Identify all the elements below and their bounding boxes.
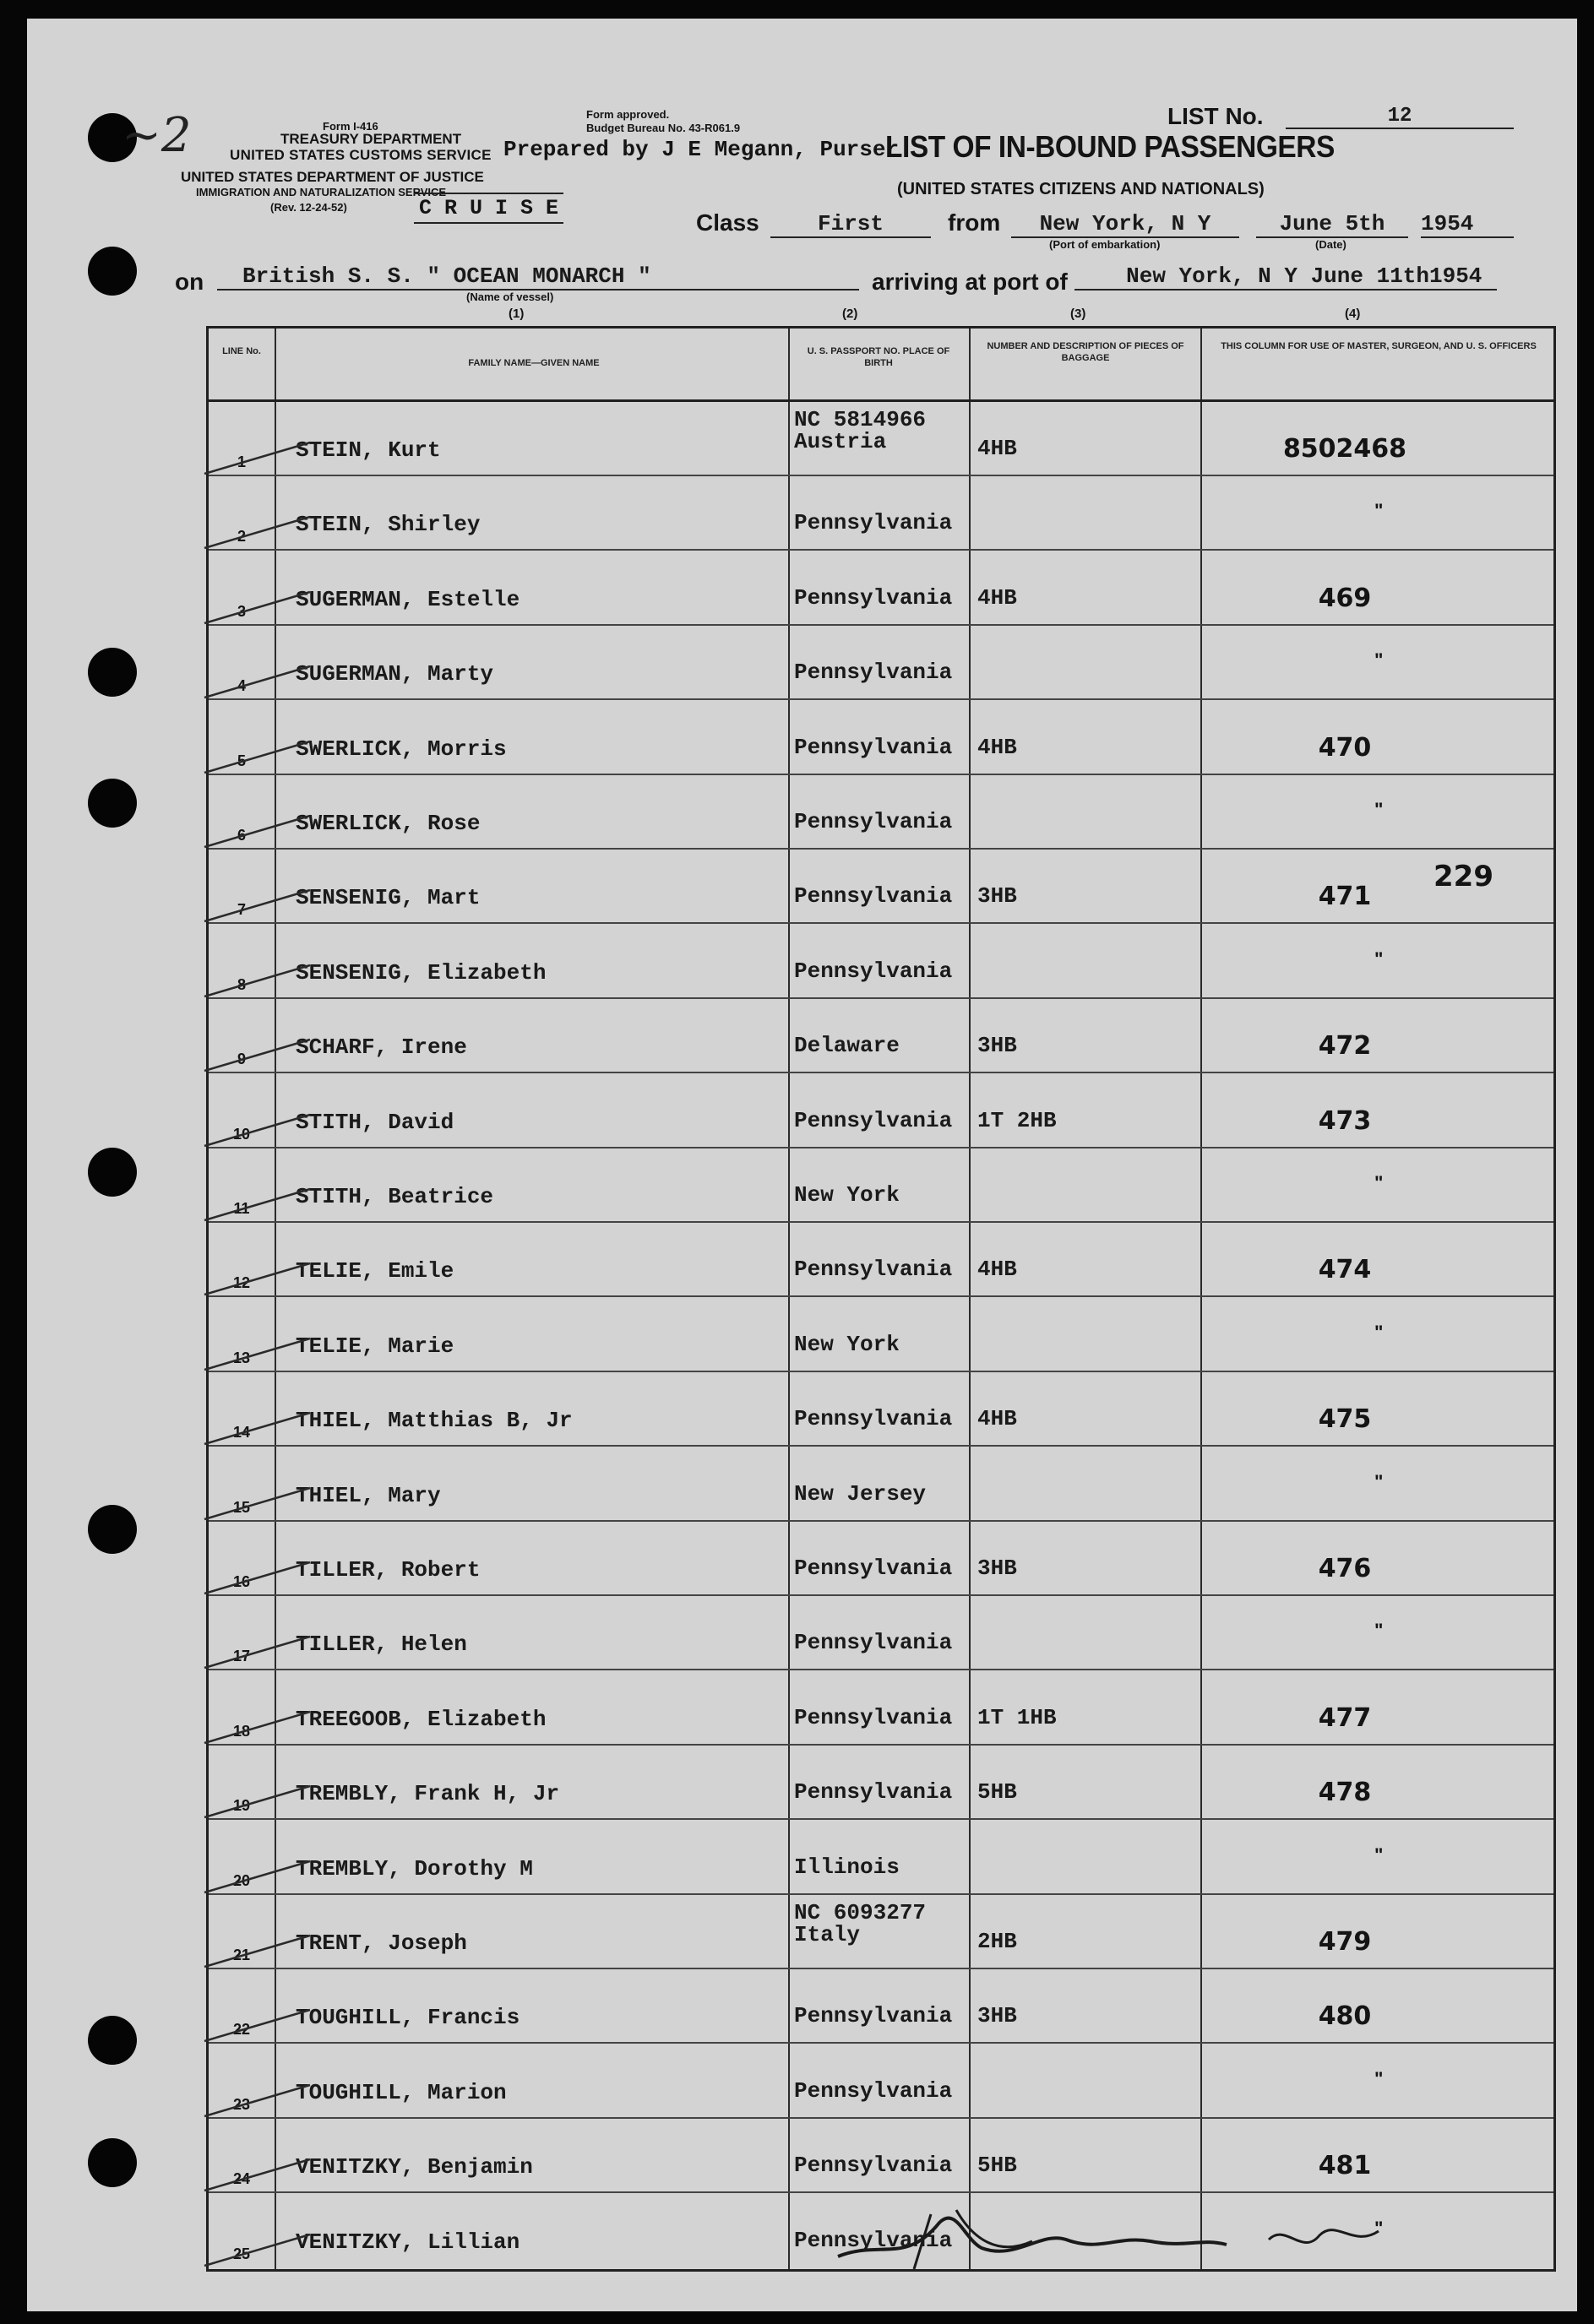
customs-service: UNITED STATES CUSTOMS SERVICE <box>230 147 492 163</box>
passenger-name: STEIN, Shirley <box>296 512 481 538</box>
arrival-port-date: New York, N Y June 11th <box>1074 263 1429 290</box>
passenger-name: STEIN, Kurt <box>296 437 441 463</box>
table-row <box>209 1596 1553 1670</box>
ditto-mark: " <box>1374 2217 1384 2239</box>
officer-entry: 478 <box>1318 1778 1372 1808</box>
ditto-mark: " <box>1374 948 1384 969</box>
ditto-mark: " <box>1374 1843 1384 1865</box>
baggage-description: 2HB <box>977 1929 1017 1954</box>
baggage-description: 4HB <box>977 734 1017 760</box>
on-label: on <box>175 269 204 295</box>
place-of-birth: Pennsylvania <box>794 1556 953 1581</box>
date-caption: (Date) <box>1315 238 1346 251</box>
passenger-name: TELIE, Marie <box>296 1333 454 1359</box>
place-of-birth: Pennsylvania <box>794 1107 953 1133</box>
place-of-birth: Pennsylvania <box>794 2003 953 2029</box>
table-row <box>209 2044 1553 2119</box>
officer-entry: 472 <box>1318 1031 1372 1062</box>
officer-entry: 479 <box>1318 1927 1372 1957</box>
line-number: 15 <box>232 1498 251 1516</box>
passenger-name: SCHARF, Irene <box>296 1034 467 1061</box>
arrival-year: 1954 <box>1429 263 1497 290</box>
passenger-table <box>206 326 1556 2272</box>
baggage-description: 4HB <box>977 1406 1017 1432</box>
officer-entry: 471 <box>1318 882 1372 912</box>
handwritten-mark: ~2 <box>122 108 192 163</box>
baggage-description: 1T 2HB <box>977 1107 1057 1133</box>
place-of-birth: Pennsylvania <box>794 809 953 834</box>
place-of-birth: Pennsylvania <box>794 1630 953 1656</box>
column-number: (1) <box>509 307 525 321</box>
passenger-name: VENITZKY, Lillian <box>296 2229 520 2255</box>
line-number: 7 <box>237 901 246 919</box>
place-of-birth: Italy <box>794 1922 861 1947</box>
table-row <box>209 1522 1553 1596</box>
place-of-birth: Austria <box>794 429 887 454</box>
place-of-birth: Pennsylvania <box>794 1406 953 1432</box>
table-row <box>209 1298 1553 1372</box>
baggage-description: 4HB <box>977 436 1017 461</box>
ditto-mark: " <box>1374 1321 1384 1343</box>
baggage-description: 3HB <box>977 2003 1017 2029</box>
table-row <box>209 925 1553 999</box>
officer-entry: 476 <box>1318 1554 1372 1583</box>
table-row <box>209 551 1553 626</box>
place-of-birth: New Jersey <box>794 1480 927 1507</box>
place-of-birth: Pennsylvania <box>794 1779 953 1805</box>
header-passport: U. S. PASSPORT NO. PLACE OF BIRTH <box>807 346 950 368</box>
header-baggage: NUMBER AND DESCRIPTION OF PIECES OF BAGGAGE <box>987 341 1184 363</box>
table-row <box>209 1447 1553 1522</box>
passenger-name: SUGERMAN, Marty <box>296 661 494 687</box>
passenger-name: SENSENIG, Mart <box>296 885 481 911</box>
place-of-birth: Pennsylvania <box>794 1704 953 1730</box>
table-row <box>209 1372 1553 1447</box>
budget-bureau: Budget Bureau No. 43-R061.9 <box>586 122 741 134</box>
document-title: LIST OF IN-BOUND PASSENGERS <box>885 129 1335 164</box>
baggage-description: 5HB <box>977 2153 1017 2179</box>
line-number: 17 <box>232 1648 251 1665</box>
table-row <box>209 775 1553 850</box>
line-number: 11 <box>233 1200 250 1217</box>
column-number: (3) <box>1070 307 1086 321</box>
place-of-birth: Pennsylvania <box>794 510 953 536</box>
vessel-name: British S. S. " OCEAN MONARCH " <box>217 263 859 290</box>
ditto-mark: " <box>1374 1172 1384 1193</box>
document-sheet <box>27 19 1577 2311</box>
ins-service: IMMIGRATION AND NATURALIZATION SERVICE <box>196 186 447 198</box>
passenger-name: STITH, Beatrice <box>296 1184 494 1209</box>
place-of-birth: Pennsylvania <box>794 2077 953 2104</box>
place-of-birth: Pennsylvania <box>794 734 953 760</box>
arriving-label: arriving at port of <box>872 269 1068 295</box>
binder-hole <box>88 648 137 697</box>
embarkation-port: New York, N Y <box>1011 211 1239 238</box>
passenger-name: TRENT, Joseph <box>296 1930 467 1956</box>
table-row <box>209 1895 1553 1969</box>
line-number: 5 <box>237 752 246 769</box>
binder-hole <box>88 779 137 828</box>
baggage-description: 3HB <box>977 1033 1017 1059</box>
officer-entry: 8502468 <box>1282 434 1407 464</box>
passenger-name: SENSENIG, Elizabeth <box>296 959 547 986</box>
embarkation-year: 1954 <box>1421 211 1514 238</box>
line-number: 4 <box>237 677 246 695</box>
officer-entry: 469 <box>1318 583 1372 613</box>
list-number: 12 <box>1286 105 1514 129</box>
line-number: 19 <box>232 1797 251 1815</box>
passenger-name: TOUGHILL, Marion <box>296 2079 507 2105</box>
officer-entry: 475 <box>1318 1404 1372 1435</box>
place-of-birth: Pennsylvania <box>794 2227 953 2253</box>
passport-number: NC 6093277 <box>794 1900 927 1925</box>
line-number: 3 <box>237 602 246 620</box>
place-of-birth: Pennsylvania <box>794 958 953 984</box>
place-of-birth: Pennsylvania <box>794 883 953 910</box>
line-number: 8 <box>237 975 246 993</box>
table-row <box>209 1821 1553 1895</box>
line-number: 23 <box>232 2095 251 2113</box>
treasury-dept: TREASURY DEPARTMENT <box>280 131 462 147</box>
table-row <box>209 2119 1553 2193</box>
handwritten-signature <box>830 2189 1421 2290</box>
passenger-name: SWERLICK, Morris <box>296 736 507 762</box>
class-value: First <box>770 211 931 238</box>
column-number: (4) <box>1345 307 1361 321</box>
baggage-description: 4HB <box>977 1257 1017 1283</box>
passport-number: NC 5814966 <box>794 407 927 432</box>
passenger-name: STITH, David <box>296 1109 454 1135</box>
line-number: 25 <box>232 2245 251 2262</box>
place-of-birth: Pennsylvania <box>794 584 953 611</box>
binder-hole <box>88 2138 137 2187</box>
from-label: from <box>948 209 1001 236</box>
passenger-name: TILLER, Robert <box>296 1557 481 1583</box>
binder-hole <box>88 1148 137 1197</box>
passenger-name: THIEL, Matthias B, Jr <box>296 1408 573 1434</box>
binder-hole <box>88 247 137 296</box>
table-row <box>209 626 1553 700</box>
line-number: 20 <box>232 1871 251 1889</box>
passenger-name: VENITZKY, Benjamin <box>296 2154 533 2180</box>
column-number: (2) <box>842 307 858 321</box>
header-line-no: LINE No. <box>222 346 261 356</box>
place-of-birth: Pennsylvania <box>794 2153 953 2179</box>
line-number: 2 <box>237 528 246 546</box>
table-row <box>209 999 1553 1073</box>
line-number: 9 <box>237 1051 246 1068</box>
table-row <box>209 850 1553 924</box>
table-row <box>209 701 1553 775</box>
justice-dept: UNITED STATES DEPARTMENT OF JUSTICE <box>181 169 484 185</box>
port-caption: (Port of embarkation) <box>1049 238 1161 251</box>
ditto-mark: " <box>1374 1620 1384 1642</box>
passenger-name: TOUGHILL, Francis <box>296 2005 520 2031</box>
place-of-birth: New York <box>794 1331 900 1357</box>
list-number-label: LIST No. <box>1167 103 1264 129</box>
passenger-name: TELIE, Emile <box>296 1258 454 1284</box>
ditto-mark: " <box>1374 500 1384 522</box>
passenger-name: TREMBLY, Dorothy M <box>296 1855 533 1881</box>
passenger-name: SWERLICK, Rose <box>296 811 481 836</box>
passenger-name: TILLER, Helen <box>296 1632 467 1658</box>
line-number: 1 <box>237 453 246 470</box>
line-number: 22 <box>232 2021 251 2039</box>
place-of-birth: Pennsylvania <box>794 660 953 686</box>
passenger-name: TREEGOOB, Elizabeth <box>296 1706 547 1732</box>
baggage-description: 3HB <box>977 1556 1017 1581</box>
baggage-description: 3HB <box>977 883 1017 910</box>
form-approved: Form approved. <box>586 108 670 121</box>
line-number: 16 <box>232 1573 251 1590</box>
ditto-mark: " <box>1374 649 1384 671</box>
class-label: Class <box>696 209 759 236</box>
margin-number: 229 <box>1434 860 1493 893</box>
place-of-birth: Pennsylvania <box>794 1257 953 1283</box>
binder-hole <box>88 1505 137 1554</box>
document-subtitle: (UNITED STATES CITIZENS AND NATIONALS) <box>897 180 1265 198</box>
embarkation-date: June 5th <box>1256 211 1408 238</box>
officer-entry: 480 <box>1318 2001 1372 2032</box>
form-revision: (Rev. 12-24-52) <box>270 201 347 214</box>
officer-entry: 477 <box>1318 1702 1372 1733</box>
line-number: 24 <box>232 2170 251 2188</box>
place-of-birth: Delaware <box>794 1033 900 1059</box>
cruise-label: C R U I S E <box>414 193 563 224</box>
passenger-name: THIEL, Mary <box>296 1482 441 1508</box>
line-number: 21 <box>232 1947 251 1963</box>
ditto-mark: " <box>1374 799 1384 820</box>
ditto-mark: " <box>1374 1470 1384 1492</box>
line-number: 18 <box>232 1722 251 1740</box>
check-mark-icon <box>200 2228 318 2278</box>
place-of-birth: Illinois <box>794 1854 900 1880</box>
baggage-description: 4HB <box>977 584 1017 611</box>
passenger-name: TREMBLY, Frank H, Jr <box>296 1781 560 1807</box>
form-number: Form I-416 <box>323 120 378 133</box>
passenger-name: SUGERMAN, Estelle <box>296 586 520 612</box>
place-of-birth: New York <box>794 1182 900 1208</box>
table-row <box>209 1074 1553 1148</box>
officer-entry: 470 <box>1318 732 1372 763</box>
ditto-mark: " <box>1374 2067 1384 2089</box>
baggage-description: 1T 1HB <box>977 1704 1057 1730</box>
table-row <box>209 476 1553 551</box>
header-officers: THIS COLUMN FOR USE OF MASTER, SURGEON, AND U. S. OFFICERS <box>1221 341 1537 351</box>
line-number: 6 <box>237 827 246 844</box>
table-row <box>209 1671 1553 1746</box>
baggage-description: 5HB <box>977 1779 1017 1805</box>
officer-entry: 473 <box>1318 1105 1372 1136</box>
prepared-by: Prepared by J E Megann, Purser <box>503 137 900 162</box>
line-number: 13 <box>232 1349 251 1366</box>
vessel-caption: (Name of vessel) <box>466 290 554 303</box>
table-row <box>209 1969 1553 2044</box>
table-row <box>209 1746 1553 1820</box>
officer-entry: 481 <box>1318 2151 1372 2181</box>
table-row <box>209 1223 1553 1297</box>
table-row <box>209 1148 1553 1223</box>
officer-entry: 474 <box>1318 1255 1372 1285</box>
line-number: 10 <box>232 1125 251 1143</box>
line-number: 14 <box>232 1424 251 1442</box>
header-name: FAMILY NAME—GIVEN NAME <box>468 358 600 368</box>
line-number: 12 <box>232 1274 251 1292</box>
binder-hole <box>88 2016 137 2065</box>
table-row <box>209 402 1553 476</box>
